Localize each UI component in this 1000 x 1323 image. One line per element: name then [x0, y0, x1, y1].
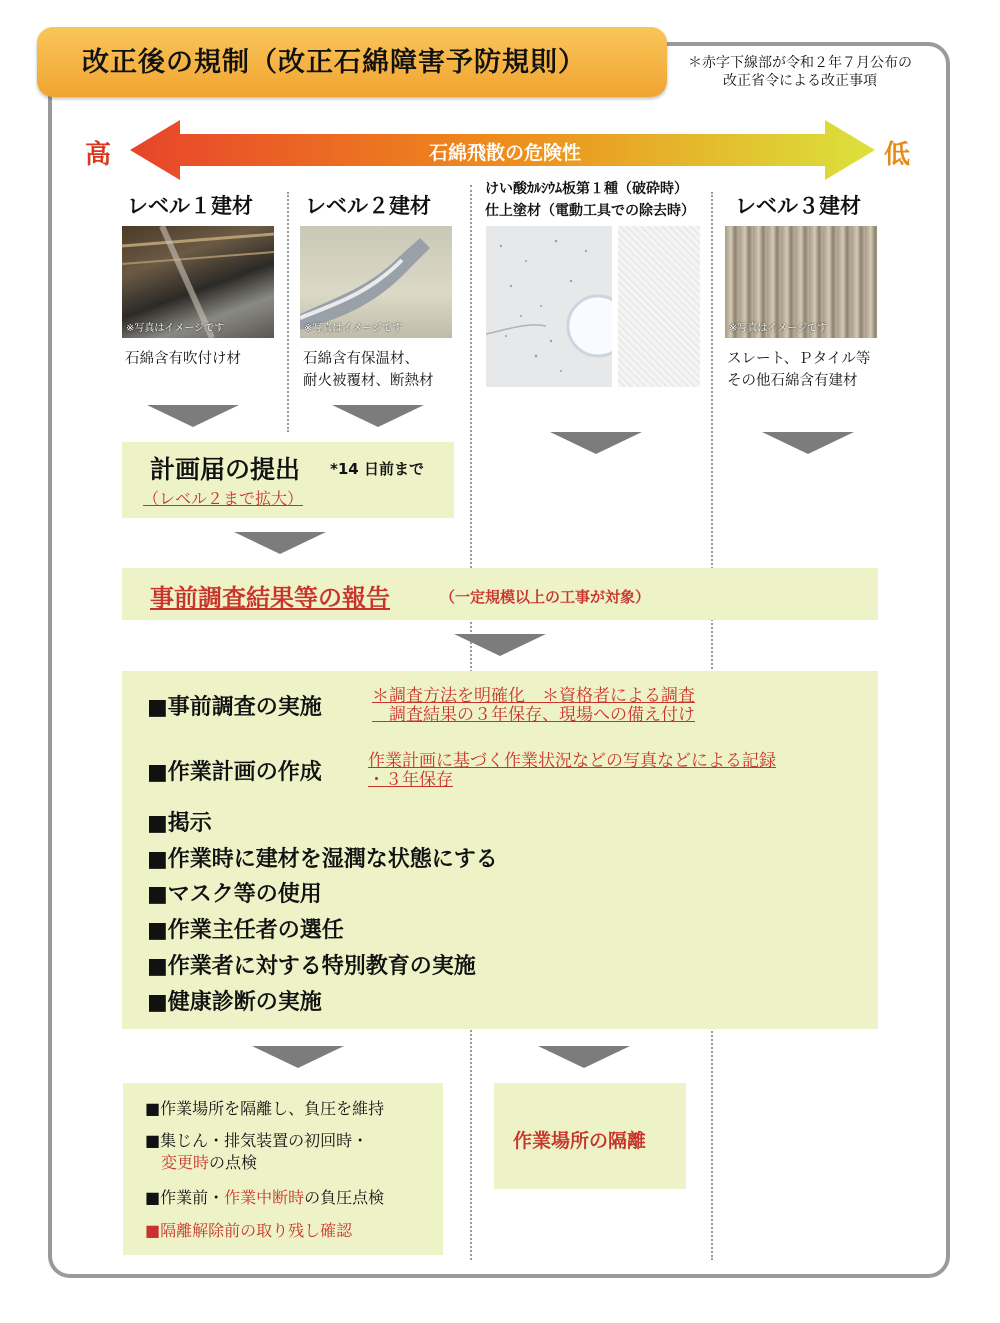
survey-note-line1: ＊調査方法を明確化 ＊資格者による調査 [372, 686, 695, 706]
level3-photo [725, 226, 877, 338]
measure-item: ■掲示 [147, 811, 212, 836]
work-plan-note-line1: 作業計画に基づく作業状況などの写真などによる記録 [368, 751, 776, 771]
down-arrow-icon [147, 405, 239, 427]
level2-desc [303, 348, 434, 392]
level1-photo-caption: ※写真はイメージです [126, 323, 225, 334]
page-title: 改正後の規制（改正石綿障害予防規則） [82, 47, 586, 78]
plan-extension: （レベル２まで拡大） [143, 489, 304, 508]
isolation-item-3-post: の負圧点検 [304, 1188, 385, 1207]
calcium-board-title-line2: 仕上塗材（電動工具での除去時） [485, 203, 695, 219]
isolation-item-2-line1: ■集じん・排気装置の初回時・ [145, 1131, 369, 1150]
risk-low-label: 低 [884, 140, 911, 170]
risk-label: 石綿飛散の危険性 [428, 142, 581, 164]
isolation-item-2-rest: の点検 [209, 1153, 258, 1172]
isolation-item-3-red: 作業中断時 [224, 1188, 305, 1207]
down-arrow-icon [762, 432, 854, 454]
calcium-board-photo-1 [486, 226, 612, 387]
divider-1 [287, 192, 289, 432]
level1-title: レベル１建材 [127, 194, 253, 218]
plan-title: 計画届の提出 [150, 455, 301, 484]
down-arrow-icon [538, 1046, 630, 1068]
down-arrow-icon [252, 1046, 344, 1068]
level1-desc [125, 348, 241, 370]
isolation-item-3 [145, 1187, 384, 1209]
work-plan-note [368, 752, 776, 790]
isolation-item-2-red: 変更時 [161, 1153, 210, 1172]
level3-photo-caption: ※写真はイメージです [729, 323, 828, 334]
survey-label: ■事前調査の実施 [147, 695, 322, 720]
isolation-item-4-bullet: ■ [145, 1221, 161, 1240]
level3-title: レベル３建材 [735, 194, 861, 218]
measure-item: ■作業主任者の選任 [147, 918, 344, 943]
level1-photo [122, 226, 274, 338]
down-arrow-icon [454, 634, 546, 656]
level2-title: レベル２建材 [305, 194, 431, 218]
risk-high-label: 高 [85, 140, 112, 170]
measure-item: ■マスク等の使用 [147, 882, 322, 907]
measure-item: ■作業時に建材を湿潤な状態にする [147, 847, 498, 872]
isolation-item-4 [145, 1220, 352, 1242]
level2-desc-line2: 耐火被覆材、断熱材 [303, 373, 434, 389]
measure-item: ■作業者に対する特別教育の実施 [147, 954, 476, 979]
down-arrow-icon [332, 405, 424, 427]
down-arrow-icon [550, 432, 642, 454]
calcium-board-photo-2 [618, 226, 700, 387]
calcium-board-title-line1: けい酸ｶﾙｼｳﾑ板第１種（破砕時） [485, 181, 688, 197]
report-note: （一定規模以上の工事が対象） [440, 588, 651, 606]
level3-desc [727, 348, 870, 392]
isolation-item-2 [145, 1130, 368, 1174]
level1-desc-line1: 石綿含有吹付け材 [125, 351, 241, 367]
plan-note: *14 日前まで [330, 460, 424, 478]
calcium-board-title [485, 178, 695, 222]
level3-desc-line2: その他石綿含有建材 [727, 373, 858, 389]
survey-note-line2: 調査結果の３年保存、現場への備え付け [372, 705, 695, 725]
measure-item: ■健康診断の実施 [147, 990, 322, 1015]
header-note-line2: 改正省令による改正事項 [723, 73, 877, 89]
level2-photo-caption: ※写真はイメージです [304, 323, 403, 334]
level2-desc-line1: 石綿含有保温材、 [303, 351, 419, 367]
down-arrow-icon [234, 532, 326, 554]
work-area-isolation-label: 作業場所の隔離 [513, 1130, 647, 1152]
isolation-item-2-line2 [145, 1152, 368, 1174]
work-plan-label: ■作業計画の作成 [147, 760, 322, 785]
level2-photo [300, 226, 452, 338]
isolation-item-1: ■作業場所を隔離し、負圧を維持 [145, 1099, 385, 1118]
isolation-item-4-red: 隔離解除前の取り残し確認 [160, 1221, 353, 1240]
level3-desc-line1: スレート、Ｐタイル等 [727, 351, 871, 367]
work-plan-note-line2: ・３年保存 [368, 770, 453, 790]
survey-note [372, 687, 695, 725]
report-title: 事前調査結果等の報告 [150, 584, 390, 612]
header-note [670, 54, 930, 90]
isolation-item-3-pre: ■作業前・ [145, 1188, 225, 1207]
header-note-line1: ＊赤字下線部が令和２年７月公布の [688, 55, 912, 71]
